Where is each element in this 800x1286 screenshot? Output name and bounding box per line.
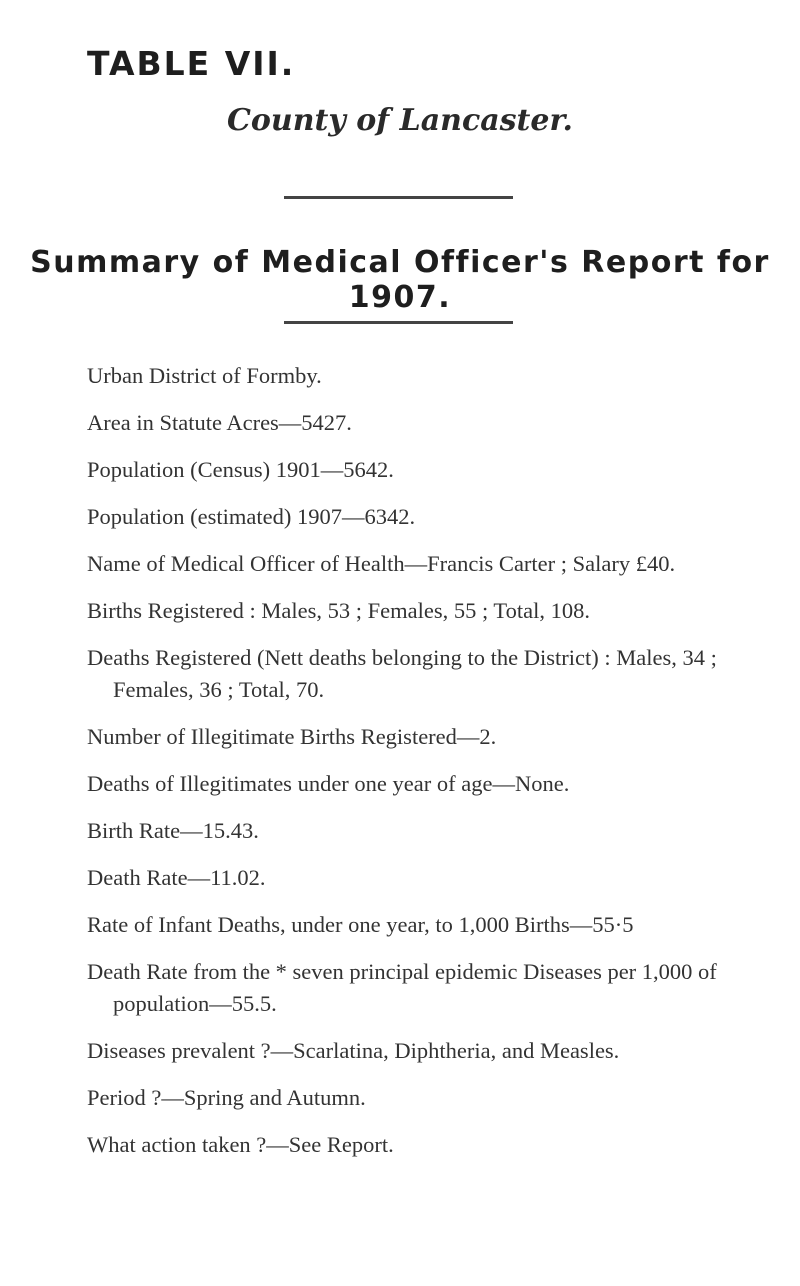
district-line: Urban District of Formby. [87,363,322,388]
divider-bottom [284,321,513,324]
death-rate-line: Death Rate—11.02. [87,865,266,890]
deaths-registered-line: Deaths Registered (Nett deaths belonging to the District) : Males, 34 ; Females, 36 ; Total, 70. [87,645,717,702]
divider-top [284,196,513,199]
epidemic-death-rate-line: Death Rate from the * seven principal epidemic Diseases per 1,000 of population—55.5. [87,959,717,1016]
illegitimate-births-line: Number of Illegitimate Births Registered—2. [87,724,497,749]
population-estimated-line: Population (estimated) 1907—6342. [87,504,416,529]
diseases-prevalent-line: Diseases prevalent ?—Scarlatina, Diphtheria, and Measles. [87,1038,620,1063]
county-heading: County of Lancaster. [227,103,573,138]
medical-officer-line: Name of Medical Officer of Health—Francis Carter ; Salary £40. [87,551,676,576]
illegitimate-deaths-line: Deaths of Illegitimates under one year of age—None. [87,771,570,796]
area-line: Area in Statute Acres—5427. [87,410,352,435]
birth-rate-line: Birth Rate—15.43. [87,818,259,843]
infant-death-rate-line: Rate of Infant Deaths, under one year, to 1,000 Births—55·5 [87,912,634,937]
population-census-line: Population (Census) 1901—5642. [87,457,394,482]
report-title: Summary of Medical Officer's Report for 1907. [30,245,770,315]
births-registered-line: Births Registered : Males, 53 ; Females, 55 ; Total, 108. [87,598,590,623]
report-body [87,360,727,1176]
period-line: Period ?—Spring and Autumn. [87,1085,366,1110]
action-taken-line: What action taken ?—See Report. [87,1132,394,1157]
table-number-heading: TABLE VII. [87,44,296,83]
